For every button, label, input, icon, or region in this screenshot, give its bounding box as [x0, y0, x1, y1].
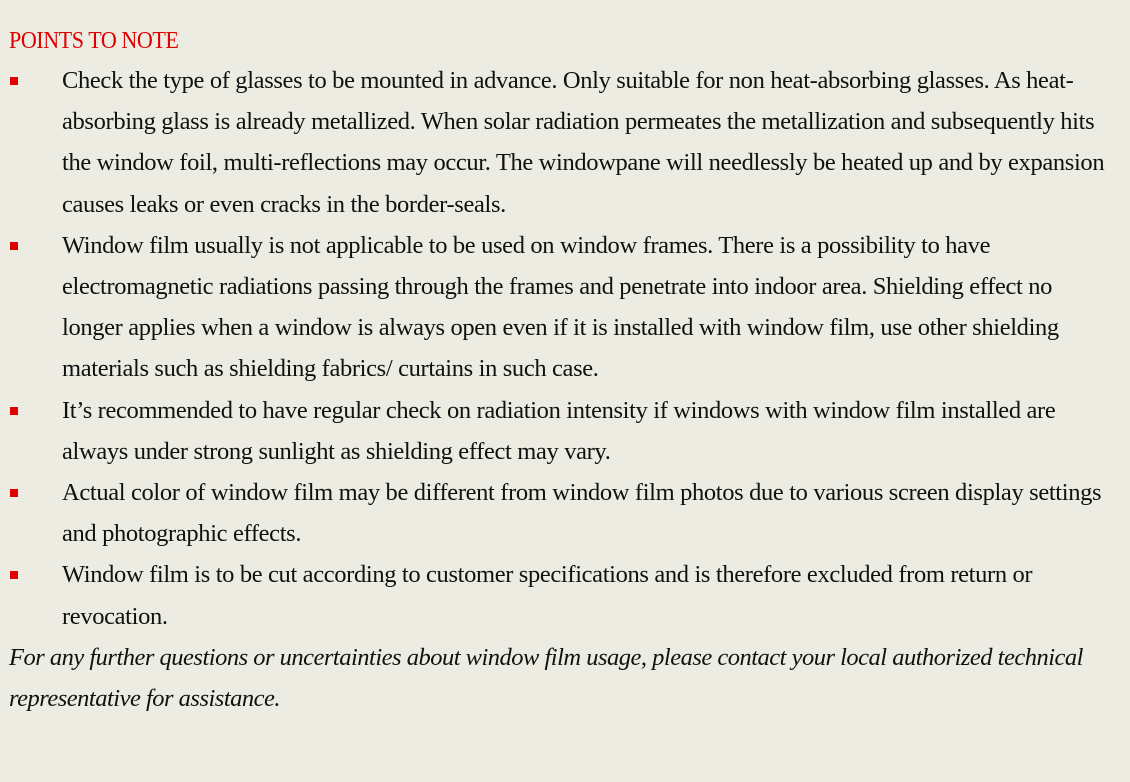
notes-list: [9, 60, 1130, 637]
red-square-bullet-icon: [10, 242, 18, 250]
note-text: Window film usually is not applicable to be used on window frames. There is a possibility to have electromagnetic radiations passing through the frames and penetrate into indoor area. Shielding effect no longer applies when a window is always open even if it is installed with window film, use other shielding materials such as shielding fabrics/ curtains in such case.: [62, 231, 1059, 383]
section-heading: POINTS TO NOTE: [9, 28, 179, 54]
red-square-bullet-icon: [10, 571, 18, 579]
list-item: [9, 390, 1130, 472]
red-square-bullet-icon: [10, 77, 18, 85]
red-square-bullet-icon: [10, 489, 18, 497]
red-square-bullet-icon: [10, 407, 18, 415]
note-text: Window film is to be cut according to customer specifications and is therefore excluded from return or revocation.: [62, 561, 1033, 630]
list-item: [9, 472, 1130, 554]
list-item: [9, 225, 1130, 390]
list-item: [9, 554, 1130, 636]
note-text: Actual color of window film may be different from window film photos due to various screen display settings and photographic effects.: [62, 479, 1102, 548]
closing-note: For any further questions or uncertainties about window film usage, please contact your local authorized technical representative for assistance.: [9, 643, 1083, 713]
list-item: [9, 60, 1130, 225]
note-text: It’s recommended to have regular check on radiation intensity if windows with window film installed are always under strong sunlight as shielding effect may vary.: [62, 396, 1056, 465]
note-text: Check the type of glasses to be mounted in advance. Only suitable for non heat-absorbing glasses. As heat-absorbing glass is already metallized. When solar radiation permeates the metallization and subsequently hits the window foil, multi-reflections may occur. The windowpane will needlessly be heated up and by expansion causes leaks or even cracks in the border-seals.: [62, 67, 1105, 218]
